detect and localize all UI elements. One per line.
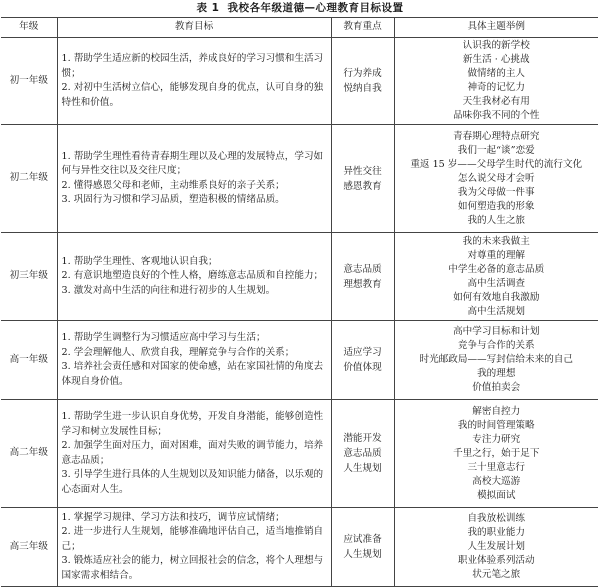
focus-cell — [331, 321, 394, 400]
topics-cell — [394, 38, 598, 125]
topic-item: 解密自控力 — [472, 405, 521, 417]
topic-item: 价值拍卖会 — [472, 382, 521, 393]
grade-cell: 高二年级 — [1, 400, 57, 508]
focus-item: 人生规划 — [343, 549, 382, 560]
topic-item: 模拟面试 — [477, 489, 516, 501]
topic-item: 神奇的记忆力 — [467, 82, 526, 93]
focus-cell — [331, 125, 394, 233]
goals-cell — [57, 125, 331, 233]
grade-cell: 初二年级 — [1, 125, 57, 233]
topic-item: 青春期心理特点研究 — [453, 130, 540, 142]
focus-cell — [331, 233, 394, 321]
grade-cell: 初三年级 — [1, 233, 57, 321]
focus-cell — [331, 400, 394, 508]
goal-item: 1. 帮助学生调整行为习惯适应高中学习与生活； — [61, 332, 266, 343]
topic-item: 怎么说父母才会听 — [457, 172, 535, 184]
table-title: 我校各年级道德—心理教育目标设置 — [227, 2, 404, 14]
goal-item: 2. 有意识地塑造良好的个性人格，磨练意志品质和自控能力； — [61, 270, 324, 282]
goal-item: 1. 帮助学生理性、客观地认识自我； — [61, 255, 218, 267]
focus-item: 适应学习 — [343, 347, 382, 358]
topic-item: 我的职业能力 — [467, 527, 526, 538]
goal-item: 3. 巩固行为习惯和学习品质，塑造积极的情绪品质。 — [61, 194, 285, 205]
header-focus: 教育重点 — [331, 18, 394, 38]
topic-item: 认识我的新学校 — [462, 40, 530, 51]
topic-item: 中学生必备的意志品质 — [448, 263, 545, 275]
topic-item: 状元笔之旅 — [472, 569, 521, 580]
goal-item: 3. 激发对高中生活的向往和进行初步的人生规划。 — [61, 284, 276, 296]
table-body — [1, 38, 598, 587]
goals-table — [1, 17, 598, 587]
header-grade: 年级 — [1, 18, 57, 38]
focus-cell — [331, 508, 394, 587]
header-row — [1, 18, 598, 38]
topic-item: 做情绪的主人 — [467, 68, 526, 79]
topics-cell — [394, 125, 598, 233]
header-goals: 教育目标 — [57, 18, 331, 38]
focus-item: 人生规划 — [343, 463, 382, 474]
goal-item: 2. 进一步进行人生规划，能够准确地评估自己，适当地推销自己； — [61, 526, 324, 552]
focus-item: 价值体现 — [343, 362, 382, 373]
goal-item: 2. 加强学生面对压力，面对困难，面对失败的调节能力，培养意志品质； — [61, 440, 324, 466]
goals-cell — [57, 321, 331, 400]
topic-item: 对尊重的理解 — [467, 249, 526, 261]
topic-item: 我的时间管理策略 — [457, 419, 535, 431]
topic-item: 千里之行，始于足下 — [453, 447, 540, 459]
goals-cell — [57, 400, 331, 508]
topic-item: 我的人生之旅 — [467, 214, 526, 226]
goal-item: 2. 学会理解他人、欣赏自我，理解竞争与合作的关系； — [61, 346, 295, 358]
table-row — [1, 508, 598, 587]
topic-item: 竞争与合作的关系 — [457, 340, 535, 351]
goal-item: 1. 帮助学生理性看待青春期生理以及心理的发展特点，学习如何与异性交往以及交往尺度； — [61, 150, 324, 176]
topics-cell — [394, 508, 598, 587]
topic-item: 如何有效地自我激励 — [453, 291, 540, 303]
focus-item: 应试准备 — [343, 534, 382, 545]
focus-item: 感恩教育 — [343, 180, 382, 192]
grade-cell: 高一年级 — [1, 321, 57, 400]
topic-item: 高校大巡游 — [472, 475, 521, 487]
focus-item: 潜能开发 — [343, 433, 382, 444]
header-topics: 具体主题举例 — [394, 18, 598, 38]
topic-item: 重返 15 岁——父母学生时代的流行文化 — [410, 158, 583, 170]
topic-item: 天生我材必有用 — [462, 96, 530, 107]
goals-cell — [57, 38, 331, 125]
topic-item: 职业体验系列活动 — [457, 555, 535, 566]
focus-item: 意志品质 — [343, 263, 382, 275]
topic-item: 高中生活调查 — [467, 277, 526, 289]
focus-item: 理想教育 — [343, 278, 382, 290]
topic-item: 我的未来我做主 — [462, 235, 530, 247]
topic-item: 品味你我不同的个性 — [453, 110, 540, 121]
table-row — [1, 125, 598, 233]
table-row — [1, 38, 598, 125]
table-caption — [0, 0, 600, 16]
goal-item: 2. 对初中生活树立信心，能够发现自身的优点，认可自身的独特性和价值。 — [61, 82, 324, 108]
focus-item: 异性交往 — [343, 165, 382, 177]
topic-item: 我的理想 — [477, 368, 516, 379]
table-row — [1, 321, 598, 400]
topics-cell — [394, 400, 598, 508]
goal-item: 3. 引导学生进行具体的人生规划以及知识能力储备，以乐观的心态面对人生。 — [61, 469, 324, 495]
goal-item: 1. 掌握学习规律、学习方法和技巧，调节应试情绪； — [61, 511, 285, 523]
topic-item: 高中学习目标和计划 — [453, 326, 540, 337]
topic-item: 我为父母做一件事 — [457, 186, 535, 198]
topics-cell — [394, 321, 598, 400]
focus-item: 悦纳自我 — [343, 83, 382, 94]
topic-item: 如何塑造我的形象 — [457, 200, 535, 212]
goal-item: 2. 懂得感恩父母和老师，主动维系良好的亲子关系； — [61, 179, 285, 191]
goal-item: 3. 培养社会责任感和对国家的使命感，站在家国社情的角度去体现自身价值。 — [61, 361, 324, 387]
table-number: 表 1 — [196, 2, 220, 14]
topic-item: 人生发展计划 — [467, 541, 526, 552]
table-row — [1, 400, 598, 508]
topic-item: 我们一起“谈”恋爱 — [457, 144, 535, 156]
focus-item: 意志品质 — [343, 448, 382, 459]
goals-cell — [57, 233, 331, 321]
goal-item: 1. 帮助学生进一步认识自身优势，开发自身潜能，能够创造性学习和树立发展性目标； — [61, 411, 324, 437]
goal-item: 3. 锻炼适应社会的能力，树立回报社会的信念，将个人理想与国家需求相结合。 — [61, 555, 324, 581]
topic-item: 新生活 · 心挑战 — [462, 54, 530, 65]
focus-cell — [331, 38, 394, 125]
topics-cell — [394, 233, 598, 321]
goals-cell — [57, 508, 331, 587]
topic-item: 自我放松训练 — [467, 513, 526, 524]
table-row — [1, 233, 598, 321]
goal-item: 1. 帮助学生适应新的校园生活，养成良好的学习习惯和生活习惯； — [61, 53, 324, 79]
topic-item: 高中生活规划 — [467, 305, 526, 317]
grade-cell: 高三年级 — [1, 508, 57, 587]
topic-item: 专注力研究 — [472, 433, 521, 445]
topic-item: 三十里意志行 — [467, 461, 526, 473]
grade-cell: 初一年级 — [1, 38, 57, 125]
focus-item: 行为养成 — [343, 68, 382, 79]
topic-item: 时光邮政局——写封信给未来的自己 — [419, 354, 573, 365]
